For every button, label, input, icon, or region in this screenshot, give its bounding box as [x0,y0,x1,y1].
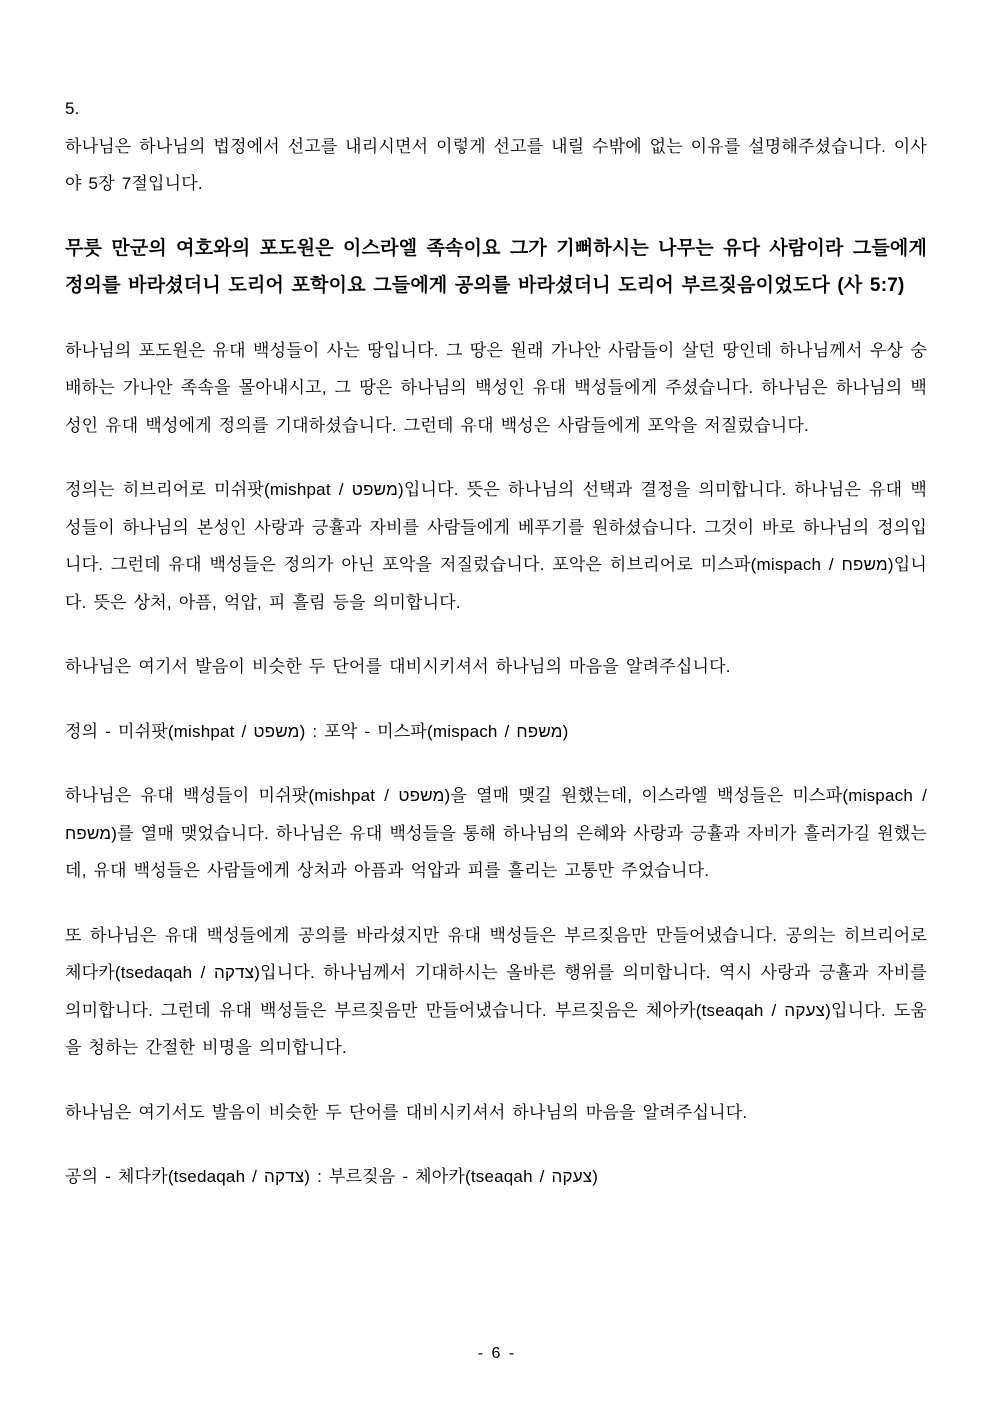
scripture-quote-isaiah-5-7: 무릇 만군의 여호와의 포도원은 이스라엘 족속이요 그가 기뻐하시는 나무는 유다 사람이라 그들에게 정의를 바라셨더니 도리어 포학이요 그들에게 공의를 바라셨더니 도리어 부르짖음이었도다 (사 5:7) [65,237,927,296]
tsedaqah-tseaqah-comparison-line: 공의 - 체다카(tsedaqah / צדקה) : 부르짖음 - 체아카(tseaqah / צעקה) [65,1167,599,1186]
wordplay-intro-paragraph: 하나님은 여기서 발음이 비슷한 두 단어를 대비시키셔서 하나님의 마음을 알려주십니다. [65,657,731,676]
document-body [65,90,927,1196]
mishpat-mispach-definition-paragraph: 정의는 히브리어로 미쉬팟(mishpat / משפט)입니다. 뜻은 하나님의 선택과 결정을 의미합니다. 하나님은 유대 백성들이 하나님의 본성인 사랑과 긍휼과 자비를 사람들에게 베푸기를 원하셨습니다. 그것이 바로 하나님의 정의입니다. 그런데 유대 백성들은 정의가 아닌 포악을 저질렀습니다. 포악은 히브리어로 미스파(mispach / משפח)입니다. 뜻은 상처, 아픔, 억압, 피 흘림 등을 의미합니다. [65,480,927,612]
vineyard-explanation-paragraph: 하나님의 포도원은 유대 백성들이 사는 땅입니다. 그 땅은 원래 가나안 사람들이 살던 땅인데 하나님께서 우상 숭배하는 가나안 족속을 몰아내시고, 그 땅은 하나님의 백성인 유대 백성들에게 주셨습니다. 하나님은 하나님의 백성인 유대 백성에게 정의를 기대하셨습니다. 그런데 유대 백성은 사람들에게 포악을 저질렀습니다. [65,340,927,435]
fruit-explanation-paragraph: 하나님은 유대 백성들이 미쉬팟(mishpat / משפט)을 열매 맺길 원했는데, 이스라엘 백성들은 미스파(mispach / משפח)를 열매 맺었습니다. 하나님은 유대 백성들을 통해 하나님의 은혜와 사랑과 긍휼과 자비가 흘러가길 원했는데, 유대 백성들은 사람들에게 상처과 아픔과 억압과 피를 흘리는 고통만 주었습니다. [65,786,928,880]
mishpat-mispach-comparison-line: 정의 - 미쉬팟(mishpat / משפט) : 포악 - 미스파(mispach / משפח) [65,721,569,741]
tsedaqah-tseaqah-definition-paragraph: 또 하나님은 유대 백성들에게 공의를 바라셨지만 유대 백성들은 부르짖음만 만들어냈습니다. 공의는 히브리어로 체다카(tsedaqah / צדקה)입니다. 하나님께서 기대하시는 올바른 행위를 의미합니다. 역시 사랑과 긍휼과 자비를 의미합니다. 그런데 유대 백성들은 부르짖음만 만들어냈습니다. 부르짖음은 체아카(tseaqah / צעקה)입니다. 도움을 청하는 간절한 비명을 의미합니다. [65,925,928,1057]
intro-paragraph: 하나님은 하나님의 법정에서 선고를 내리시면서 이렇게 선고를 내릴 수밖에 없는 이유를 설명해주셨습니다. 이사야 5장 7절입니다. [65,136,927,193]
wordplay-intro-2-paragraph: 하나님은 여기서도 발음이 비슷한 두 단어를 대비시키셔서 하나님의 마음을 알려주십니다. [65,1102,748,1122]
page-number: - 6 - [477,1345,515,1362]
section-number: 5. [65,99,80,118]
